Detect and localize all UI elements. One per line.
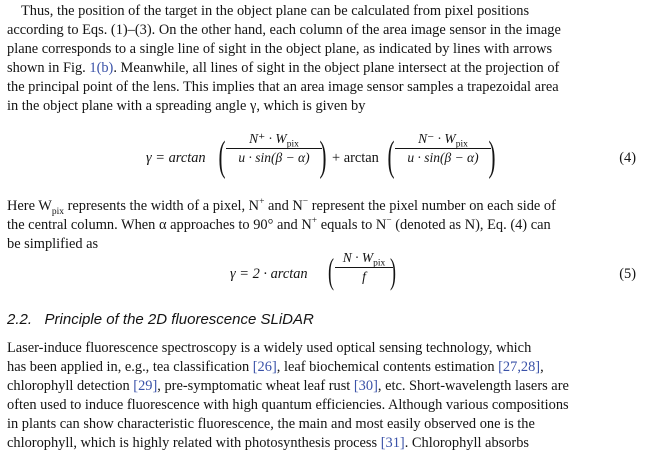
para3-line4: often used to induce fluorescence with high quantum efficiencies. Although various compositions — [7, 397, 569, 413]
para1-line5: the principal point of the lens. This implies that an area image sensor samples a trapezoidal area — [7, 79, 559, 95]
eq4-plus-arctan: + arctan — [332, 150, 379, 166]
citation-29[interactable]: [29] — [133, 378, 158, 394]
eq4-number: (4) — [619, 150, 636, 166]
para1-line1: Thus, the position of the target in the object plane can be calculated from pixel positions — [21, 3, 530, 19]
para1-line3: plane corresponds to a single line of sight in the object plane, as indicated by lines with arrows — [7, 41, 553, 57]
para2-line3: be simplified as — [7, 236, 99, 252]
para2-line2: the central column. When α approaches to 90° and N+ equals to N− (denoted as N), Eq. (4) can — [7, 216, 551, 233]
citation-27-28[interactable]: [27,28] — [498, 359, 541, 375]
para3-line6: chlorophyll, which is highly related with photosynthesis process [31]. Chlorophyll absorbs — [7, 435, 530, 451]
para2-line1: Here $W_{pix}$ represents the width of a pixel, N+ and N− represent the pixel number on each side of — [7, 197, 556, 217]
citation-26[interactable]: [26] — [252, 359, 277, 375]
eq5-rparen: ) — [390, 251, 396, 291]
section-heading: 2.2. Principle of the 2D fluorescence SLiDAR — [7, 311, 314, 328]
eq5-lparen: ( — [328, 251, 334, 291]
para1-line2: according to Eqs. (1)–(3). On the other hand, each column of the area image sensor in the image — [7, 22, 561, 38]
eq4-frac2: $N^- \cdot W_{pix}$ u · sin(β − α) — [395, 131, 491, 166]
eq5-frac: $N \cdot W_{pix}$ f — [335, 250, 393, 285]
eq5-number: (5) — [619, 266, 636, 282]
eq5-lhs: γ = 2 · arctan — [230, 266, 308, 282]
eq4-lhs: γ = arctan — [146, 150, 206, 166]
para1-line4: shown in Fig. 1(b). Meanwhile, all lines of sight in the object plane intersect at the projection of — [7, 60, 560, 76]
para3-line3: chlorophyll detection [29], pre-symptomatic wheat leaf rust [30], etc. Short-wavelength lasers are — [7, 378, 569, 394]
figure-link[interactable]: 1(b) — [89, 60, 114, 76]
eq4-rparen2: ) — [488, 134, 496, 180]
eq4-frac1: $N^+ \cdot W_{pix}$ u · sin(β − α) — [226, 131, 322, 166]
eq4-rparen1: ) — [319, 134, 327, 180]
citation-30[interactable]: [30] — [353, 378, 378, 394]
para3-line2: has been applied in, e.g., tea classification [26], leaf biochemical contents estimation [27,28], — [7, 359, 544, 375]
citation-31[interactable]: [31] — [380, 435, 405, 451]
para3-line5: in plants can show characteristic fluorescence, the main and most easily observed one is the — [7, 416, 535, 432]
eq4-lparen1: ( — [218, 134, 226, 180]
para3-line1: Laser-induce fluorescence spectroscopy is a widely used optical sensing technology, which — [7, 340, 532, 356]
eq4-lparen2: ( — [387, 134, 395, 180]
para1-line6: in the object plane with a spreading angle γ, which is given by — [7, 98, 366, 114]
